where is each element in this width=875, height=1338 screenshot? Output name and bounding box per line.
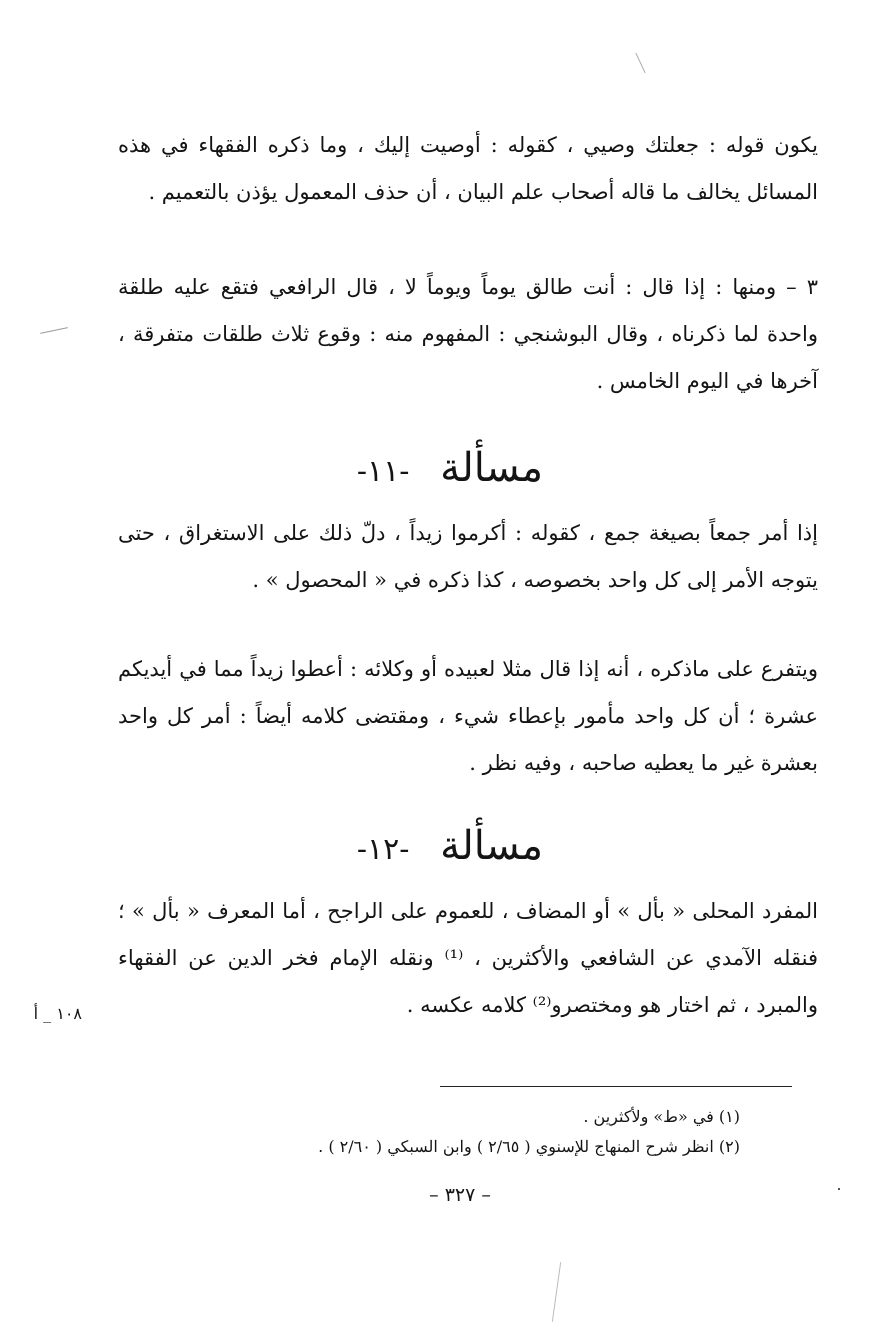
section-heading-11: [280, 438, 620, 502]
footnote-divider: [440, 1086, 792, 1087]
paragraph-text: إذا أمر جمعاً بصيغة جمع ، كقوله : أكرموا زيداً ، دلّ ذلك على الاستغراق ، حتى يتوجه الأمر إلى كل واحد بخصوصه ، كذا ذكره في « المحصول » .: [118, 521, 818, 592]
paragraph-text: يكون قوله : جعلتك وصيي ، كقوله : أوصيت إليك ، وما ذكره الفقهاء في هذه المسائل يخالف ما قاله أصحاب علم البيان ، أن حذف المعمول يؤذن بالتعميم .: [118, 133, 818, 204]
scan-mark: [40, 327, 68, 334]
heading-number: -١١-: [356, 454, 410, 489]
page-number: – ٣٢٧ –: [429, 1184, 491, 1206]
paragraph-text: المفرد المحلى « بأل » أو المضاف ، للعموم على الراجح ، أما المعرف « بأل » ؛ فنقله الآمدي عن الشافعي والأكثرين ، ⁽¹⁾ ونقله الإمام فخر الدين عن الفقهاء والمبرد ، ثم اختار هو ومختصرو⁽²⁾ كلامه عكسه .: [118, 899, 818, 1017]
manuscript-folio-note: ١٠٨ _ أ: [33, 1004, 82, 1023]
paragraph-group-command: [118, 510, 818, 604]
paragraph-text: ويتفرع على ماذكره ، أنه إذا قال مثلا لعبيده أو وكلائه : أعطوا زيداً مما في أيديكم عشرة ؛ أن كل واحد مأمور بإعطاء شيء ، ومقتضى كلامه أيضاً : أمر كل واحد بعشرة غير ما يعطيه صاحبه ، وفيه نظر .: [118, 657, 818, 775]
paragraph-third-point: [118, 264, 818, 405]
heading-number: -١٢-: [356, 832, 410, 867]
scan-mark: [838, 1188, 840, 1190]
section-heading-12: [280, 816, 620, 880]
paragraph-text: ٣ – ومنها : إذا قال : أنت طالق يوماً ويوماً لا ، قال الرافعي فتقع عليه طلقة واحدة لما ذكرناه ، وقال البوشنجي : المفهوم منه : وقوع ثلاث طلقات متفرقة ، آخرها في اليوم الخامس .: [118, 275, 818, 393]
heading-word: مسألة: [440, 823, 544, 869]
footnote-1: (١) في «ط» ولأكثرين .: [583, 1107, 740, 1126]
paragraph-singular-definite: [118, 888, 818, 1029]
heading-word: مسألة: [440, 445, 544, 491]
scan-mark: [552, 1262, 561, 1322]
paragraph-derivation: [118, 646, 818, 787]
paragraph-continuation: [118, 122, 818, 216]
scan-mark: [635, 53, 645, 73]
footnotes: [200, 1102, 740, 1162]
footnote-2: (٢) انظر شرح المنهاج للإسنوي ( ٢/٦٥ ) وابن السبكي ( ٢/٦٠ ) .: [318, 1137, 740, 1156]
